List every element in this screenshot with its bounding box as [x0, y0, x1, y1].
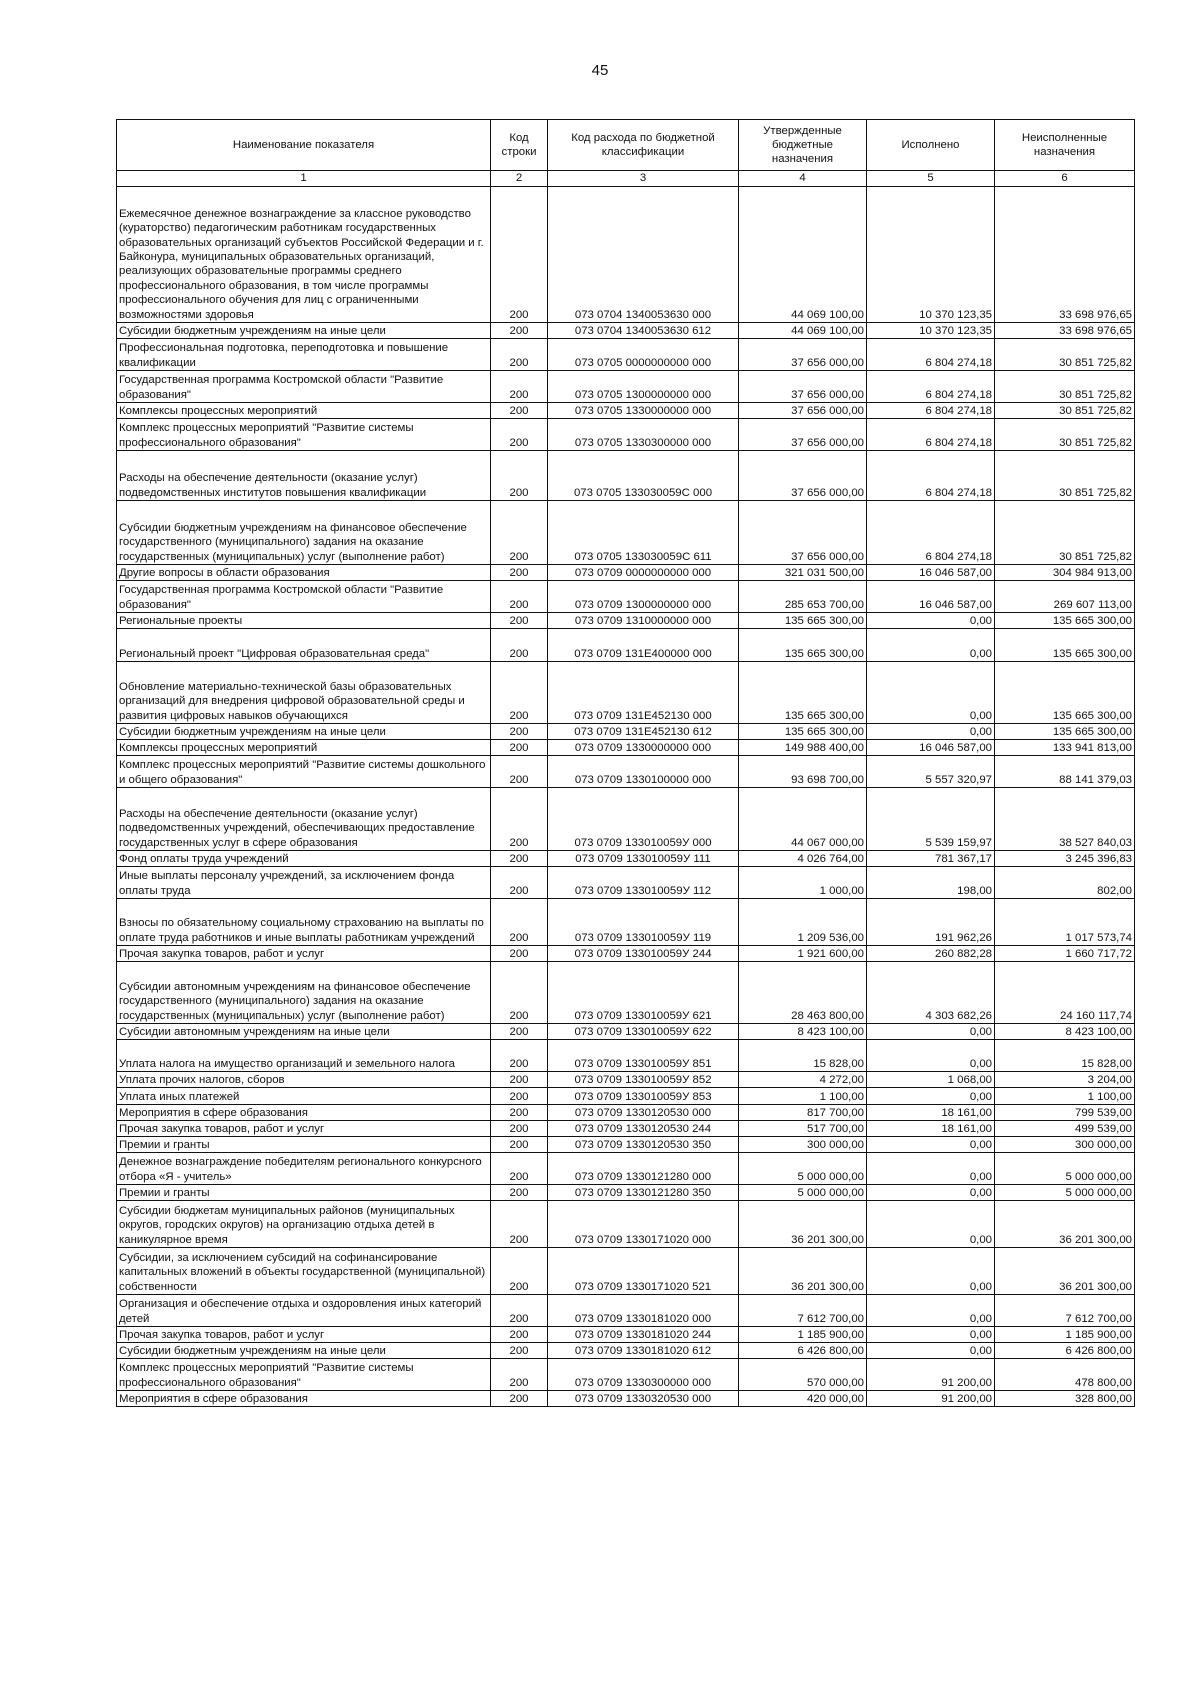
page-number: 45	[591, 62, 609, 79]
row-approved: 44 069 100,00	[739, 323, 867, 339]
table-row	[117, 419, 1135, 451]
column-number: 1	[117, 171, 491, 187]
row-budget-code: 073 0704 1340053630 000	[548, 187, 739, 323]
row-unexecuted: 33 698 976,65	[995, 187, 1135, 323]
row-name: Премии и гранты	[117, 1137, 491, 1153]
table-row	[117, 867, 1135, 899]
row-line-code: 200	[491, 339, 548, 371]
table-row	[117, 1040, 1135, 1072]
table-body	[117, 187, 1135, 1407]
header-executed: Исполнено	[867, 120, 995, 171]
row-name: Расходы на обеспечение деятельности (оказание услуг) подведомственных институтов повышения квалификации	[117, 451, 491, 501]
table-row	[117, 451, 1135, 501]
row-executed: 91 200,00	[867, 1359, 995, 1391]
row-executed: 260 882,28	[867, 946, 995, 962]
row-budget-code: 073 0709 1330171020 521	[548, 1248, 739, 1295]
table-row	[117, 1248, 1135, 1295]
row-budget-code: 073 0709 1330000000 000	[548, 740, 739, 756]
row-line-code: 200	[491, 581, 548, 613]
row-budget-code: 073 0709 1330181020 000	[548, 1295, 739, 1327]
row-budget-code: 073 0709 1330121280 000	[548, 1153, 739, 1185]
table-row	[117, 962, 1135, 1024]
row-line-code: 200	[491, 1153, 548, 1185]
row-line-code: 200	[491, 851, 548, 867]
table-row	[117, 899, 1135, 946]
table-row	[117, 187, 1135, 323]
row-executed: 0,00	[867, 1185, 995, 1201]
row-name: Прочая закупка товаров, работ и услуг	[117, 946, 491, 962]
row-unexecuted: 5 000 000,00	[995, 1153, 1135, 1185]
row-approved: 135 665 300,00	[739, 629, 867, 662]
row-unexecuted: 88 141 379,03	[995, 756, 1135, 788]
row-name: Обновление материально-технической базы образовательных организаций для внедрения цифровой образовательной среды и развития цифровых навыков обучающихся	[117, 662, 491, 724]
row-unexecuted: 135 665 300,00	[995, 662, 1135, 724]
table-row	[117, 1137, 1135, 1153]
row-line-code: 200	[491, 613, 548, 629]
row-executed: 0,00	[867, 1248, 995, 1295]
row-budget-code: 073 0705 1330300000 000	[548, 419, 739, 451]
row-line-code: 200	[491, 629, 548, 662]
row-line-code: 200	[491, 662, 548, 724]
table-row	[117, 788, 1135, 851]
row-budget-code: 073 0705 133030059С 000	[548, 451, 739, 501]
row-unexecuted: 30 851 725,82	[995, 339, 1135, 371]
row-line-code: 200	[491, 946, 548, 962]
row-executed: 91 200,00	[867, 1391, 995, 1407]
row-unexecuted: 1 185 900,00	[995, 1327, 1135, 1343]
row-approved: 15 828,00	[739, 1040, 867, 1072]
column-number: 4	[739, 171, 867, 187]
row-budget-code: 073 0709 133010059У 621	[548, 962, 739, 1024]
row-line-code: 200	[491, 1105, 548, 1121]
row-budget-code: 073 0709 1310000000 000	[548, 613, 739, 629]
row-name: Иные выплаты персоналу учреждений, за исключением фонда оплаты труда	[117, 867, 491, 899]
row-name: Субсидии автономным учреждениям на финансовое обеспечение государственного (муниципального) задания на оказание государственных (муниципальных) услуг (выполнение работ)	[117, 962, 491, 1024]
row-line-code: 200	[491, 867, 548, 899]
table-row	[117, 1359, 1135, 1391]
table-row	[117, 1391, 1135, 1407]
row-budget-code: 073 0709 1330100000 000	[548, 756, 739, 788]
row-approved: 135 665 300,00	[739, 613, 867, 629]
row-executed: 198,00	[867, 867, 995, 899]
column-number: 6	[995, 171, 1135, 187]
table-row	[117, 339, 1135, 371]
row-approved: 149 988 400,00	[739, 740, 867, 756]
row-executed: 6 804 274,18	[867, 339, 995, 371]
row-unexecuted: 33 698 976,65	[995, 323, 1135, 339]
row-name: Государственная программа Костромской области "Развитие образования"	[117, 581, 491, 613]
row-budget-code: 073 0709 133010059У 853	[548, 1088, 739, 1105]
row-unexecuted: 8 423 100,00	[995, 1024, 1135, 1040]
row-approved: 37 656 000,00	[739, 339, 867, 371]
row-approved: 321 031 500,00	[739, 565, 867, 581]
row-line-code: 200	[491, 740, 548, 756]
row-approved: 37 656 000,00	[739, 451, 867, 501]
row-line-code: 200	[491, 788, 548, 851]
row-budget-code: 073 0709 1330171020 000	[548, 1201, 739, 1248]
table-row	[117, 1072, 1135, 1088]
row-name: Ежемесячное денежное вознаграждение за классное руководство (кураторство) педагогическим работникам государственных образовательных организаций субъектов Российской Федерации и г. Байконура, муниципальных образовательных организаций, реализующих образовательные программы среднего профессионального образования, в том числе программы профессионального обучения для лиц с ограниченными возможностями здоровья	[117, 187, 491, 323]
row-line-code: 200	[491, 1024, 548, 1040]
row-executed: 0,00	[867, 1295, 995, 1327]
column-number: 3	[548, 171, 739, 187]
row-executed: 16 046 587,00	[867, 565, 995, 581]
row-line-code: 200	[491, 1137, 548, 1153]
row-name: Профессиональная подготовка, переподготовка и повышение квалификации	[117, 339, 491, 371]
row-executed: 6 804 274,18	[867, 419, 995, 451]
header-line-code: Код строки	[491, 120, 548, 171]
row-budget-code: 073 0709 133010059У 119	[548, 899, 739, 946]
row-name: Прочая закупка товаров, работ и услуг	[117, 1327, 491, 1343]
table-row	[117, 371, 1135, 403]
row-unexecuted: 269 607 113,00	[995, 581, 1135, 613]
row-approved: 285 653 700,00	[739, 581, 867, 613]
row-executed: 0,00	[867, 662, 995, 724]
row-budget-code: 073 0709 133010059У 112	[548, 867, 739, 899]
row-approved: 44 067 000,00	[739, 788, 867, 851]
table-row	[117, 1201, 1135, 1248]
row-line-code: 200	[491, 1327, 548, 1343]
row-approved: 1 185 900,00	[739, 1327, 867, 1343]
row-line-code: 200	[491, 1088, 548, 1105]
row-line-code: 200	[491, 1248, 548, 1295]
column-number: 5	[867, 171, 995, 187]
row-line-code: 200	[491, 403, 548, 419]
table-row	[117, 1185, 1135, 1201]
row-budget-code: 073 0709 0000000000 000	[548, 565, 739, 581]
row-executed: 0,00	[867, 1343, 995, 1359]
row-line-code: 200	[491, 1121, 548, 1137]
row-executed: 1 068,00	[867, 1072, 995, 1088]
row-approved: 36 201 300,00	[739, 1248, 867, 1295]
table-row	[117, 946, 1135, 962]
table-row	[117, 1088, 1135, 1105]
row-budget-code: 073 0709 133010059У 851	[548, 1040, 739, 1072]
column-number: 2	[491, 171, 548, 187]
row-approved: 6 426 800,00	[739, 1343, 867, 1359]
row-executed: 4 303 682,26	[867, 962, 995, 1024]
row-line-code: 200	[491, 899, 548, 946]
row-name: Уплата прочих налогов, сборов	[117, 1072, 491, 1088]
table-row	[117, 1153, 1135, 1185]
row-unexecuted: 135 665 300,00	[995, 724, 1135, 740]
row-unexecuted: 304 984 913,00	[995, 565, 1135, 581]
row-unexecuted: 1 017 573,74	[995, 899, 1135, 946]
row-budget-code: 073 0709 1330300000 000	[548, 1359, 739, 1391]
table-row	[117, 662, 1135, 724]
row-executed: 0,00	[867, 1024, 995, 1040]
row-name: Комплекс процессных мероприятий "Развитие системы дошкольного и общего образования"	[117, 756, 491, 788]
budget-execution-table	[116, 119, 1135, 1407]
row-executed: 0,00	[867, 613, 995, 629]
row-name: Взносы по обязательному социальному страхованию на выплаты по оплате труда работников и иные выплаты работникам учреждений	[117, 899, 491, 946]
row-approved: 1 921 600,00	[739, 946, 867, 962]
row-line-code: 200	[491, 1040, 548, 1072]
row-budget-code: 073 0709 1330181020 244	[548, 1327, 739, 1343]
row-executed: 6 804 274,18	[867, 501, 995, 565]
header-row	[117, 120, 1135, 171]
row-approved: 36 201 300,00	[739, 1201, 867, 1248]
row-approved: 300 000,00	[739, 1137, 867, 1153]
row-unexecuted: 3 204,00	[995, 1072, 1135, 1088]
row-name: Субсидии бюджетным учреждениям на иные цели	[117, 1343, 491, 1359]
row-approved: 8 423 100,00	[739, 1024, 867, 1040]
row-budget-code: 073 0709 133010059У 852	[548, 1072, 739, 1088]
row-unexecuted: 3 245 396,83	[995, 851, 1135, 867]
row-unexecuted: 300 000,00	[995, 1137, 1135, 1153]
row-budget-code: 073 0709 131Е400000 000	[548, 629, 739, 662]
row-unexecuted: 5 000 000,00	[995, 1185, 1135, 1201]
row-executed: 10 370 123,35	[867, 323, 995, 339]
table-row	[117, 501, 1135, 565]
row-approved: 37 656 000,00	[739, 501, 867, 565]
table-row	[117, 851, 1135, 867]
row-line-code: 200	[491, 1295, 548, 1327]
row-unexecuted: 38 527 840,03	[995, 788, 1135, 851]
row-budget-code: 073 0709 1330181020 612	[548, 1343, 739, 1359]
row-unexecuted: 24 160 117,74	[995, 962, 1135, 1024]
row-approved: 37 656 000,00	[739, 403, 867, 419]
row-budget-code: 073 0709 1330120530 350	[548, 1137, 739, 1153]
row-unexecuted: 30 851 725,82	[995, 403, 1135, 419]
row-name: Государственная программа Костромской области "Развитие образования"	[117, 371, 491, 403]
row-budget-code: 073 0709 1330320530 000	[548, 1391, 739, 1407]
row-budget-code: 073 0704 1340053630 612	[548, 323, 739, 339]
table-row	[117, 581, 1135, 613]
row-name: Мероприятия в сфере образования	[117, 1105, 491, 1121]
row-unexecuted: 478 800,00	[995, 1359, 1135, 1391]
table-row	[117, 740, 1135, 756]
row-executed: 191 962,26	[867, 899, 995, 946]
row-unexecuted: 36 201 300,00	[995, 1248, 1135, 1295]
row-unexecuted: 135 665 300,00	[995, 629, 1135, 662]
row-line-code: 200	[491, 565, 548, 581]
row-unexecuted: 1 100,00	[995, 1088, 1135, 1105]
row-line-code: 200	[491, 1185, 548, 1201]
row-budget-code: 073 0709 133010059У 244	[548, 946, 739, 962]
row-approved: 5 000 000,00	[739, 1153, 867, 1185]
row-line-code: 200	[491, 962, 548, 1024]
row-approved: 37 656 000,00	[739, 371, 867, 403]
row-approved: 4 272,00	[739, 1072, 867, 1088]
row-budget-code: 073 0709 1330120530 244	[548, 1121, 739, 1137]
row-executed: 0,00	[867, 1201, 995, 1248]
row-name: Мероприятия в сфере образования	[117, 1391, 491, 1407]
row-approved: 5 000 000,00	[739, 1185, 867, 1201]
row-line-code: 200	[491, 187, 548, 323]
row-unexecuted: 133 941 813,00	[995, 740, 1135, 756]
row-name: Организация и обеспечение отдыха и оздоровления иных категорий детей	[117, 1295, 491, 1327]
row-line-code: 200	[491, 501, 548, 565]
row-approved: 7 612 700,00	[739, 1295, 867, 1327]
row-name: Комплекс процессных мероприятий "Развитие системы профессионального образования"	[117, 419, 491, 451]
table-row	[117, 1121, 1135, 1137]
row-unexecuted: 15 828,00	[995, 1040, 1135, 1072]
row-name: Субсидии автономным учреждениям на иные цели	[117, 1024, 491, 1040]
row-name: Уплата налога на имущество организаций и земельного налога	[117, 1040, 491, 1072]
row-executed: 0,00	[867, 1327, 995, 1343]
row-executed: 18 161,00	[867, 1105, 995, 1121]
row-approved: 1 209 536,00	[739, 899, 867, 946]
row-executed: 6 804 274,18	[867, 451, 995, 501]
row-executed: 5 557 320,97	[867, 756, 995, 788]
row-executed: 0,00	[867, 1040, 995, 1072]
row-approved: 135 665 300,00	[739, 724, 867, 740]
row-name: Расходы на обеспечение деятельности (оказание услуг) подведомственных учреждений, обеспечивающих предоставление государственных услуг в сфере образования	[117, 788, 491, 851]
row-executed: 6 804 274,18	[867, 403, 995, 419]
table-row	[117, 756, 1135, 788]
row-approved: 4 026 764,00	[739, 851, 867, 867]
table-row	[117, 629, 1135, 662]
header-approved: Утвержденные бюджетные назначения	[739, 120, 867, 171]
row-executed: 18 161,00	[867, 1121, 995, 1137]
row-budget-code: 073 0709 131Е452130 612	[548, 724, 739, 740]
row-budget-code: 073 0705 133030059С 611	[548, 501, 739, 565]
row-approved: 28 463 800,00	[739, 962, 867, 1024]
row-executed: 5 539 159,97	[867, 788, 995, 851]
row-executed: 0,00	[867, 629, 995, 662]
row-name: Региональные проекты	[117, 613, 491, 629]
row-name: Комплекс процессных мероприятий "Развитие системы профессионального образования"	[117, 1359, 491, 1391]
row-approved: 135 665 300,00	[739, 662, 867, 724]
row-line-code: 200	[491, 371, 548, 403]
row-executed: 6 804 274,18	[867, 371, 995, 403]
row-budget-code: 073 0705 1300000000 000	[548, 371, 739, 403]
row-line-code: 200	[491, 1072, 548, 1088]
row-name: Прочая закупка товаров, работ и услуг	[117, 1121, 491, 1137]
row-executed: 16 046 587,00	[867, 581, 995, 613]
column-number-row	[117, 171, 1135, 187]
row-approved: 420 000,00	[739, 1391, 867, 1407]
row-name: Субсидии бюджетным учреждениям на иные цели	[117, 724, 491, 740]
row-line-code: 200	[491, 451, 548, 501]
row-line-code: 200	[491, 1201, 548, 1248]
row-approved: 44 069 100,00	[739, 187, 867, 323]
row-executed: 0,00	[867, 1137, 995, 1153]
row-unexecuted: 135 665 300,00	[995, 613, 1135, 629]
header-unexecuted: Неисполненные назначения	[995, 120, 1135, 171]
row-executed: 0,00	[867, 1153, 995, 1185]
table-row	[117, 1327, 1135, 1343]
row-approved: 517 700,00	[739, 1121, 867, 1137]
row-budget-code: 073 0709 133010059У 622	[548, 1024, 739, 1040]
table-row	[117, 565, 1135, 581]
table-row	[117, 1343, 1135, 1359]
row-budget-code: 073 0709 1330120530 000	[548, 1105, 739, 1121]
row-name: Комплексы процессных мероприятий	[117, 740, 491, 756]
row-line-code: 200	[491, 756, 548, 788]
row-executed: 781 367,17	[867, 851, 995, 867]
row-name: Денежное вознаграждение победителям регионального конкурсного отбора «Я - учитель»	[117, 1153, 491, 1185]
row-budget-code: 073 0705 1330000000 000	[548, 403, 739, 419]
row-unexecuted: 6 426 800,00	[995, 1343, 1135, 1359]
row-name: Субсидии бюджетам муниципальных районов (муниципальных округов, городских округов) на организацию отдыха детей в каникулярное время	[117, 1201, 491, 1248]
header-name: Наименование показателя	[117, 120, 491, 171]
row-approved: 93 698 700,00	[739, 756, 867, 788]
table-row	[117, 403, 1135, 419]
row-name: Субсидии бюджетным учреждениям на иные цели	[117, 323, 491, 339]
row-budget-code: 073 0709 133010059У 000	[548, 788, 739, 851]
row-executed: 0,00	[867, 724, 995, 740]
table-row	[117, 1295, 1135, 1327]
table-row	[117, 1105, 1135, 1121]
row-unexecuted: 799 539,00	[995, 1105, 1135, 1121]
row-executed: 10 370 123,35	[867, 187, 995, 323]
row-name: Субсидии, за исключением субсидий на софинансирование капитальных вложений в объекты государственной (муниципальной) собственности	[117, 1248, 491, 1295]
row-executed: 0,00	[867, 1088, 995, 1105]
row-name: Уплата иных платежей	[117, 1088, 491, 1105]
row-unexecuted: 7 612 700,00	[995, 1295, 1135, 1327]
row-unexecuted: 802,00	[995, 867, 1135, 899]
row-name: Фонд оплаты труда учреждений	[117, 851, 491, 867]
row-budget-code: 073 0709 133010059У 111	[548, 851, 739, 867]
row-approved: 1 100,00	[739, 1088, 867, 1105]
row-unexecuted: 30 851 725,82	[995, 419, 1135, 451]
row-name: Субсидии бюджетным учреждениям на финансовое обеспечение государственного (муниципального) задания на оказание государственных (муниципальных) услуг (выполнение работ)	[117, 501, 491, 565]
row-line-code: 200	[491, 323, 548, 339]
row-budget-code: 073 0705 0000000000 000	[548, 339, 739, 371]
row-approved: 1 000,00	[739, 867, 867, 899]
header-budget-code: Код расхода по бюджетной классификации	[548, 120, 739, 171]
row-executed: 16 046 587,00	[867, 740, 995, 756]
row-unexecuted: 30 851 725,82	[995, 451, 1135, 501]
row-unexecuted: 36 201 300,00	[995, 1201, 1135, 1248]
table-row	[117, 1024, 1135, 1040]
row-approved: 570 000,00	[739, 1359, 867, 1391]
table-row	[117, 613, 1135, 629]
row-unexecuted: 499 539,00	[995, 1121, 1135, 1137]
row-approved: 817 700,00	[739, 1105, 867, 1121]
row-approved: 37 656 000,00	[739, 419, 867, 451]
row-line-code: 200	[491, 1343, 548, 1359]
row-name: Комплексы процессных мероприятий	[117, 403, 491, 419]
row-unexecuted: 30 851 725,82	[995, 501, 1135, 565]
row-name: Региональный проект "Цифровая образовательная среда"	[117, 629, 491, 662]
row-name: Премии и гранты	[117, 1185, 491, 1201]
row-budget-code: 073 0709 1330121280 350	[548, 1185, 739, 1201]
row-unexecuted: 328 800,00	[995, 1391, 1135, 1407]
row-line-code: 200	[491, 1391, 548, 1407]
row-line-code: 200	[491, 419, 548, 451]
row-name: Другие вопросы в области образования	[117, 565, 491, 581]
row-unexecuted: 30 851 725,82	[995, 371, 1135, 403]
row-line-code: 200	[491, 1359, 548, 1391]
row-budget-code: 073 0709 131Е452130 000	[548, 662, 739, 724]
row-line-code: 200	[491, 724, 548, 740]
row-budget-code: 073 0709 1300000000 000	[548, 581, 739, 613]
table-row	[117, 724, 1135, 740]
table-row	[117, 323, 1135, 339]
row-unexecuted: 1 660 717,72	[995, 946, 1135, 962]
